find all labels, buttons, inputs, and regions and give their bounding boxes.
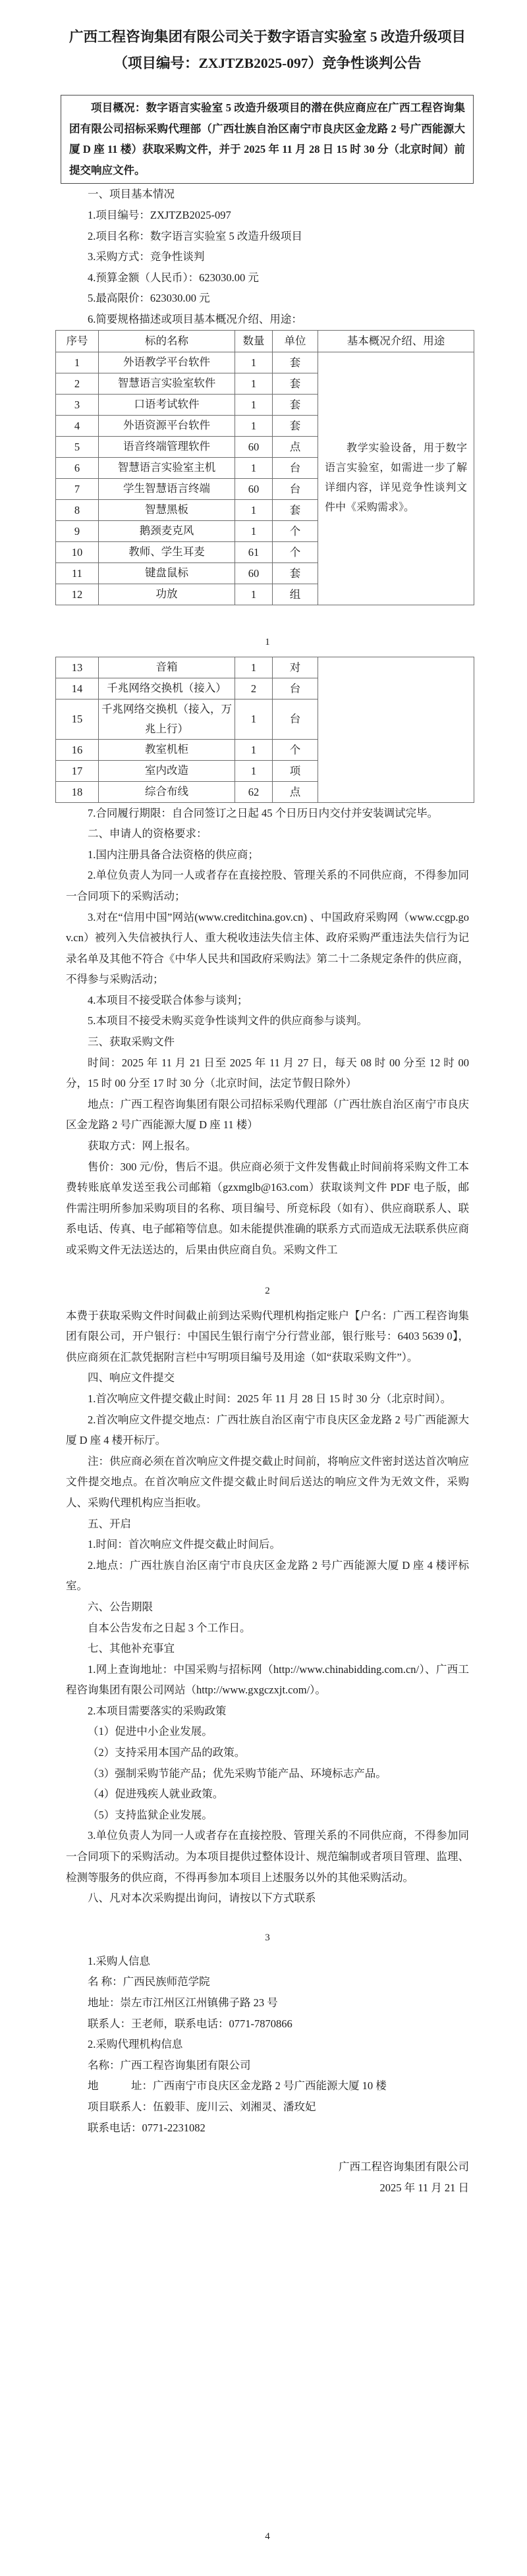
section-8-heading: 八、凡对本次采购提出询问，请按以下方式联系	[88, 1892, 316, 1905]
cell-name: 外语资源平台软件	[99, 415, 235, 436]
section-6-heading: 六、公告期限	[88, 1600, 153, 1613]
cell-qty: 1	[235, 657, 273, 678]
cell-no: 5	[56, 436, 99, 457]
cell-qty: 1	[235, 584, 273, 605]
para-doc-method: 获取方式：网上报名。	[88, 1139, 196, 1153]
section-4-heading: 四、响应文件提交	[88, 1371, 175, 1384]
page-number-4: 4	[265, 2531, 270, 2542]
cell-no: 6	[56, 457, 99, 478]
para-submit-note: 注：供应商必须在首次响应文件提交截止时间前，将响应文件密封送达首次响应文件提交地点。在首次响应文件提交截止时间后送达的响应文件为无效文件，采购人、采购代理机构应当拒收。	[66, 1454, 469, 1509]
cell-unit: 点	[273, 436, 318, 457]
cell-no: 2	[56, 373, 99, 394]
blank-area	[66, 2198, 469, 2526]
signature-date: 2025 年 11 月 21 日	[379, 2181, 469, 2194]
cell-unit: 台	[273, 699, 318, 739]
header-cell-unit: 单位	[273, 330, 318, 352]
qualification-item-2: 2.单位负责人为同一人或者存在直接控股、管理关系的不同供应商，不得参加同一合同项下的采购活动；	[66, 869, 469, 902]
para-submit-place: 2.首次响应文件提交地点：广西壮族自治区南宁市良庆区金龙路 2 号广西能源大厦 D 座 4 楼开标厅。	[66, 1413, 469, 1447]
buyer-contact: 联系人：王老师，联系电话：0771-7870866	[88, 2017, 292, 2030]
section-1-heading: 一、项目基本情况	[88, 188, 175, 201]
buyer-info-heading: 1.采购人信息	[88, 1954, 150, 1967]
cell-qty: 62	[235, 781, 273, 802]
para-project-name: 2.项目名称：数字语言实验室 5 改造升级项目	[88, 229, 302, 242]
para-same-leader-rule: 3.单位负责人为同一人或者存在直接控股、管理关系的不同供应商，不得参加同一合同项下的采购活动。为本项目提供过整体设计、规范编制或者项目管理、监理、检测等服务的供应商，不得再参加本项目上述服务以外的其他采购活动。	[66, 1829, 469, 1884]
cell-unit: 个	[273, 739, 318, 760]
cell-no: 16	[56, 739, 99, 760]
para-doc-time: 时间：2025 年 11 月 21 日至 2025 年 11 月 27 日，每天 08 时 00 分至 12 时 00 分，15 时 00 分至 17 时 30 分（北京时间，法定节假日除外）	[66, 1056, 469, 1090]
cell-name: 功放	[99, 584, 235, 605]
table-row	[56, 352, 474, 373]
policy-item-4: （4）促进残疾人就业政策。	[88, 1788, 224, 1801]
policy-item-3: （3）强制采购节能产品；优先采购节能产品、环境标志产品。	[88, 1767, 387, 1780]
cell-unit: 套	[273, 499, 318, 520]
cell-qty: 60	[235, 478, 273, 499]
cell-name: 键盘鼠标	[99, 562, 235, 584]
cell-name: 语音终端管理软件	[99, 436, 235, 457]
policy-item-1: （1）促进中小企业发展。	[88, 1725, 213, 1738]
cell-no: 11	[56, 562, 99, 584]
cell-qty: 1	[235, 739, 273, 760]
cell-unit: 项	[273, 760, 318, 781]
cell-unit: 台	[273, 678, 318, 699]
cell-name: 学生智慧语言终端	[99, 478, 235, 499]
cell-name: 口语考试软件	[99, 394, 235, 415]
table-header-row	[56, 330, 474, 352]
header-cell-desc: 基本概况介绍、用途	[318, 330, 474, 352]
para-announce-period: 自本公告发布之日起 3 个工作日。	[88, 1621, 251, 1634]
cell-unit: 台	[273, 478, 318, 499]
cell-unit: 点	[273, 781, 318, 802]
para-online-address: 1.网上查询地址：中国采购与招标网（http://www.chinabidding.com.cn/）、广西工程咨询集团有限公司网站（http://www.gxgczxjt.com/）。	[66, 1662, 469, 1697]
cell-name: 千兆网络交换机（接入，万兆上行）	[99, 699, 235, 739]
cell-no: 13	[56, 657, 99, 678]
cell-qty: 1	[235, 373, 273, 394]
header-cell-qty: 数量	[235, 330, 273, 352]
cell-no: 4	[56, 415, 99, 436]
para-doc-price: 售价：300 元/份，售后不退。供应商必须于文件发售截止时间前将采购文件工本费转账底单发送至我公司邮箱（gzxmglb@163.com）获取谈判文件 PDF 电子版，邮件需注明所参加采购项目的名称、项目编号、所竞标段（如有）、供应商联系人、联系电话、传真、电子邮箱等信息。如未能提供准确的联系方式而造成无法联系供应商或采购文件无法送达的，后果由供应商自负。采购文件工	[66, 1160, 469, 1256]
cell-qty: 1	[235, 520, 273, 541]
buyer-address: 地址：崇左市江州区江州镇佛子路 23 号	[88, 1996, 278, 2009]
table-row	[56, 657, 474, 678]
cell-name: 教师、学生耳麦	[99, 541, 235, 562]
cell-qty: 1	[235, 760, 273, 781]
header-cell-name: 标的名称	[99, 330, 235, 352]
goods-table-part-2	[55, 657, 474, 803]
page-number-1: 1	[265, 636, 270, 647]
agency-info-heading: 2.采购代理机构信息	[88, 2038, 183, 2051]
para-procurement-method: 3.采购方式：竞争性谈判	[88, 250, 205, 263]
cell-name: 音箱	[99, 657, 235, 678]
cell-unit: 套	[273, 352, 318, 373]
agency-address: 地 址：广西南宁市良庆区金龙路 2 号广西能源大厦 10 楼	[88, 2079, 387, 2093]
section-7-heading: 七、其他补充事宜	[88, 1642, 175, 1655]
cell-qty: 1	[235, 352, 273, 373]
cell-no: 10	[56, 541, 99, 562]
section-2-heading: 二、申请人的资格要求：	[88, 827, 208, 840]
cell-qty: 1	[235, 499, 273, 520]
qualification-item-1: 1.国内注册具备合法资格的供应商；	[88, 848, 259, 861]
para-spec-intro: 6.简要规格描述或项目基本概况介绍、用途：	[88, 312, 302, 325]
document-title	[66, 24, 469, 76]
cell-no: 8	[56, 499, 99, 520]
cell-no: 17	[56, 760, 99, 781]
cell-qty: 1	[235, 415, 273, 436]
cell-qty: 2	[235, 678, 273, 699]
cell-qty: 1	[235, 699, 273, 739]
cell-no: 9	[56, 520, 99, 541]
cell-unit: 套	[273, 394, 318, 415]
policy-item-2: （2）支持采用本国产品的政策。	[88, 1746, 246, 1759]
title-line-2: （项目编号：ZXJTZB2025-097）竞争性谈判公告	[113, 55, 422, 71]
buyer-name: 名 称：广西民族师范学院	[88, 1975, 210, 1988]
para-project-number: 1.项目编号：ZXJTZB2025-097	[88, 208, 231, 221]
para-open-place: 2.地点：广西壮族自治区南宁市良庆区金龙路 2 号广西能源大厦 D 座 4 楼评标室。	[66, 1558, 469, 1593]
goods-table-part-1	[55, 330, 474, 605]
cell-qty: 61	[235, 541, 273, 562]
cell-unit: 套	[273, 562, 318, 584]
cell-no: 14	[56, 678, 99, 699]
cell-name: 智慧语言实验室主机	[99, 457, 235, 478]
cell-unit: 套	[273, 415, 318, 436]
cell-name: 千兆网络交换机（接入）	[99, 678, 235, 699]
cell-qty: 60	[235, 436, 273, 457]
signature-block	[66, 2156, 469, 2198]
cell-qty: 60	[235, 562, 273, 584]
para-doc-price-continued: 本费于获取采购文件时间截止前到达采购代理机构指定账户【户名：广西工程咨询集团有限公司，开户银行：中国民生银行南宁分行营业部，银行账号：6403 5639 0】，供应商须在汇款凭据附言栏中写明项目编号及用途（如“获取采购文件”）。	[66, 1309, 469, 1363]
section-3-heading: 三、获取采购文件	[88, 1035, 175, 1049]
qualification-item-5: 5.本项目不接受未购买竞争性谈判文件的供应商参与谈判。	[88, 1014, 368, 1028]
cell-no: 12	[56, 584, 99, 605]
para-open-time: 1.时间：首次响应文件提交截止时间后。	[88, 1538, 281, 1551]
cell-no: 18	[56, 781, 99, 802]
cell-unit: 组	[273, 584, 318, 605]
cell-description	[318, 352, 474, 605]
policy-item-5: （5）支持监狱企业发展。	[88, 1808, 213, 1821]
qualification-item-3: 3.对在“信用中国”网站(www.creditchina.gov.cn) 、中国政府采购网（www.ccgp.gov.cn）被列入失信被执行人、重大税收违法失信主体、政府采购严重违法失信行为记录名单及其他不符合《中华人民共和国政府采购法》第二十二条规定条件的供应商，不得参与采购活动；	[66, 910, 469, 986]
cell-qty: 1	[235, 457, 273, 478]
page-number-3: 3	[265, 1932, 270, 1943]
agency-contacts: 项目联系人：伍毅菲、庞川云、刘湘灵、潘玫妃	[88, 2100, 316, 2113]
cell-name: 鹅颈麦克风	[99, 520, 235, 541]
overview-text: 项目概况：数字语言实验室 5 改造升级项目的潜在供应商应在广西工程咨询集团有限公司招标采购代理部（广西壮族自治区南宁市良庆区金龙路 2 号广西能源大厦 D 座 11 楼）获取采购文件，并于 2025 年 11 月 28 日 15 时 30 分（北京时间）前提交响应文件。	[69, 101, 465, 177]
cell-name: 室内改造	[99, 760, 235, 781]
agency-name: 名称：广西工程咨询集团有限公司	[88, 2058, 251, 2071]
cell-unit: 对	[273, 657, 318, 678]
qualification-item-4: 4.本项目不接受联合体参与谈判；	[88, 993, 248, 1006]
cell-qty: 1	[235, 394, 273, 415]
cell-name: 教室机柜	[99, 739, 235, 760]
cell-unit: 个	[273, 520, 318, 541]
para-contract-period: 7.合同履行期限：自合同签订之日起 45 个日历日内交付并安装调试完毕。	[88, 806, 439, 819]
para-doc-place: 地点：广西工程咨询集团有限公司招标采购代理部（广西壮族自治区南宁市良庆区金龙路 2 号广西能源大厦 D 座 11 楼）	[66, 1097, 469, 1132]
para-policy-heading: 2.本项目需要落实的采购政策	[88, 1704, 227, 1717]
para-budget: 4.预算金额（人民币）：623030.00 元	[88, 271, 259, 284]
cell-no: 3	[56, 394, 99, 415]
cell-description-empty	[318, 657, 474, 802]
cell-name: 综合布线	[99, 781, 235, 802]
page-number-2: 2	[265, 1285, 270, 1296]
para-max-price: 5.最高限价：623030.00 元	[88, 292, 210, 305]
cell-unit: 台	[273, 457, 318, 478]
para-submit-deadline: 1.首次响应文件提交截止时间：2025 年 11 月 28 日 15 时 30 分（北京时间）。	[88, 1392, 452, 1405]
cell-no: 1	[56, 352, 99, 373]
overview-box	[61, 95, 474, 184]
section-5-heading: 五、开启	[88, 1517, 131, 1530]
cell-unit: 个	[273, 541, 318, 562]
cell-name: 智慧黑板	[99, 499, 235, 520]
header-cell-no: 序号	[56, 330, 99, 352]
cell-name: 外语教学平台软件	[99, 352, 235, 373]
cell-unit: 套	[273, 373, 318, 394]
description-text: 教学实验设备，用于数字语言实验室，如需进一步了解详细内容，详见竞争性谈判文件中《采购需求》。	[325, 443, 467, 514]
title-line-1: 广西工程咨询集团有限公司关于数字语言实验室 5 改造升级项目	[69, 29, 466, 45]
agency-phone: 联系电话：0771-2231082	[88, 2121, 206, 2134]
cell-no: 15	[56, 699, 99, 739]
cell-name: 智慧语言实验室软件	[99, 373, 235, 394]
signature-company: 广西工程咨询集团有限公司	[339, 2160, 469, 2174]
cell-no: 7	[56, 478, 99, 499]
